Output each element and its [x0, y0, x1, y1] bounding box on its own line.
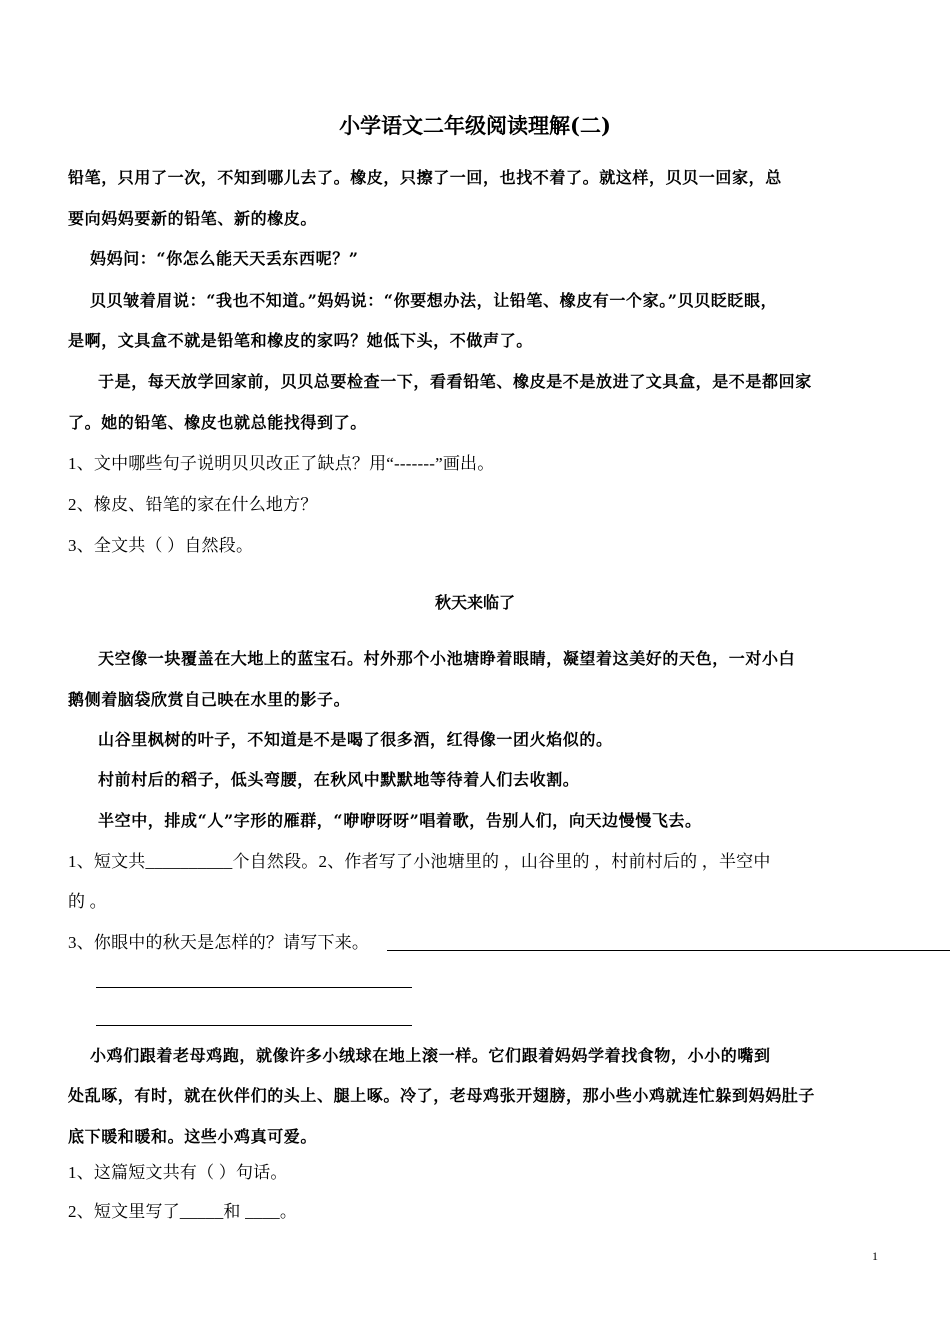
passage3-line-2: 处乱啄，有时，就在伙伴们的头上、腿上啄。冷了，老母鸡张开翅膀，那小些小鸡就连忙躲到妈妈肚子	[68, 1086, 816, 1105]
q2-answer-blank-1: _____	[179, 1202, 224, 1221]
q2-suffix: 。	[279, 1202, 298, 1221]
passage2-line-3: 山谷里枫树的叶子，不知道是不是喝了很多酒，红得像一团火焰似的。	[98, 730, 613, 749]
passage1-line-5: 是啊，文具盒不就是铅笔和橡皮的家吗？她低下头，不做声了。	[68, 331, 533, 350]
passage1-line-4: 贝贝皱着眉说：“我也不知道。”妈妈说：“你要想办法，让铅笔、橡皮有一个家。”贝贝眨眨眼，	[90, 291, 778, 310]
passage2-line-5: 半空中，排成“人”字形的雁群，“咿咿呀呀”唱着歌，告别人们，向天边慢慢飞去。	[98, 811, 702, 830]
passage1-question-3: 3、全文共（ ）自然段。	[68, 536, 254, 555]
passage1-line-7: 了。她的铅笔、橡皮也就总能找得到了。	[68, 413, 367, 432]
passage1-question-2: 2、橡皮、铅笔的家在什么地方？	[68, 495, 318, 514]
page-title: 小学语文二年级阅读理解(二)	[339, 113, 611, 138]
q2-prefix: 2、短文里写了	[68, 1202, 180, 1221]
passage2-line-2: 鹅侧着脑袋欣赏自己映在水里的影子。	[68, 690, 351, 709]
passage2-title: 秋天来临了	[434, 593, 515, 612]
passage3-question-2	[68, 1201, 888, 1223]
answer-line-1	[387, 950, 950, 951]
passage1-line-1: 铅笔，只用了一次，不知到哪儿去了。橡皮，只擦了一回，也找不着了。就这样，贝贝一回家，总	[68, 168, 782, 187]
q1-answer-blank: __________	[145, 852, 233, 871]
passage3-line-1: 小鸡们跟着老母鸡跑，就像许多小绒球在地上滚一样。它们跟着妈妈学着找食物，小小的嘴到	[90, 1046, 771, 1065]
passage2-line-1: 天空像一块覆盖在大地上的蓝宝石。村外那个小池塘睁着眼睛，凝望着这美好的天色，一对小白	[98, 649, 796, 668]
answer-line-3	[96, 1025, 412, 1026]
passage1-line-6: 于是，每天放学回家前，贝贝总要检查一下，看看铅笔、橡皮是不是放进了文具盒，是不是都回家	[98, 372, 812, 391]
passage1-line-2: 要向妈妈要新的铅笔、新的橡皮。	[68, 209, 318, 228]
passage2-question-1-cont: 的 。	[68, 892, 107, 911]
passage1-line-3: 妈妈问：“你怎么能天天丢东西呢？”	[90, 249, 359, 268]
passage1-question-1: 1、文中哪些句子说明贝贝改正了缺点？用“-------”画出。	[68, 454, 495, 473]
passage3-line-3: 底下暖和暖和。这些小鸡真可爱。	[68, 1127, 318, 1146]
answer-line-2	[96, 987, 412, 988]
q1-prefix: 1、短文共	[68, 852, 146, 871]
passage2-question-1	[68, 851, 888, 873]
q2-answer-blank-2: ____	[245, 1202, 280, 1221]
passage3-question-1: 1、这篇短文共有（ ）句话。	[68, 1163, 288, 1182]
passage2-line-4: 村前村后的稻子，低头弯腰，在秋风中默默地等待着人们去收割。	[98, 770, 580, 789]
page-number: 1	[872, 1249, 878, 1263]
passage2-question-3: 3、你眼中的秋天是怎样的？请写下来。	[68, 933, 370, 952]
q2-mid: 和	[223, 1202, 246, 1221]
q1-suffix: 个自然段。2、作者写了小池塘里的 ，山谷里的 ，村前村后的 ，半空中	[232, 852, 771, 871]
